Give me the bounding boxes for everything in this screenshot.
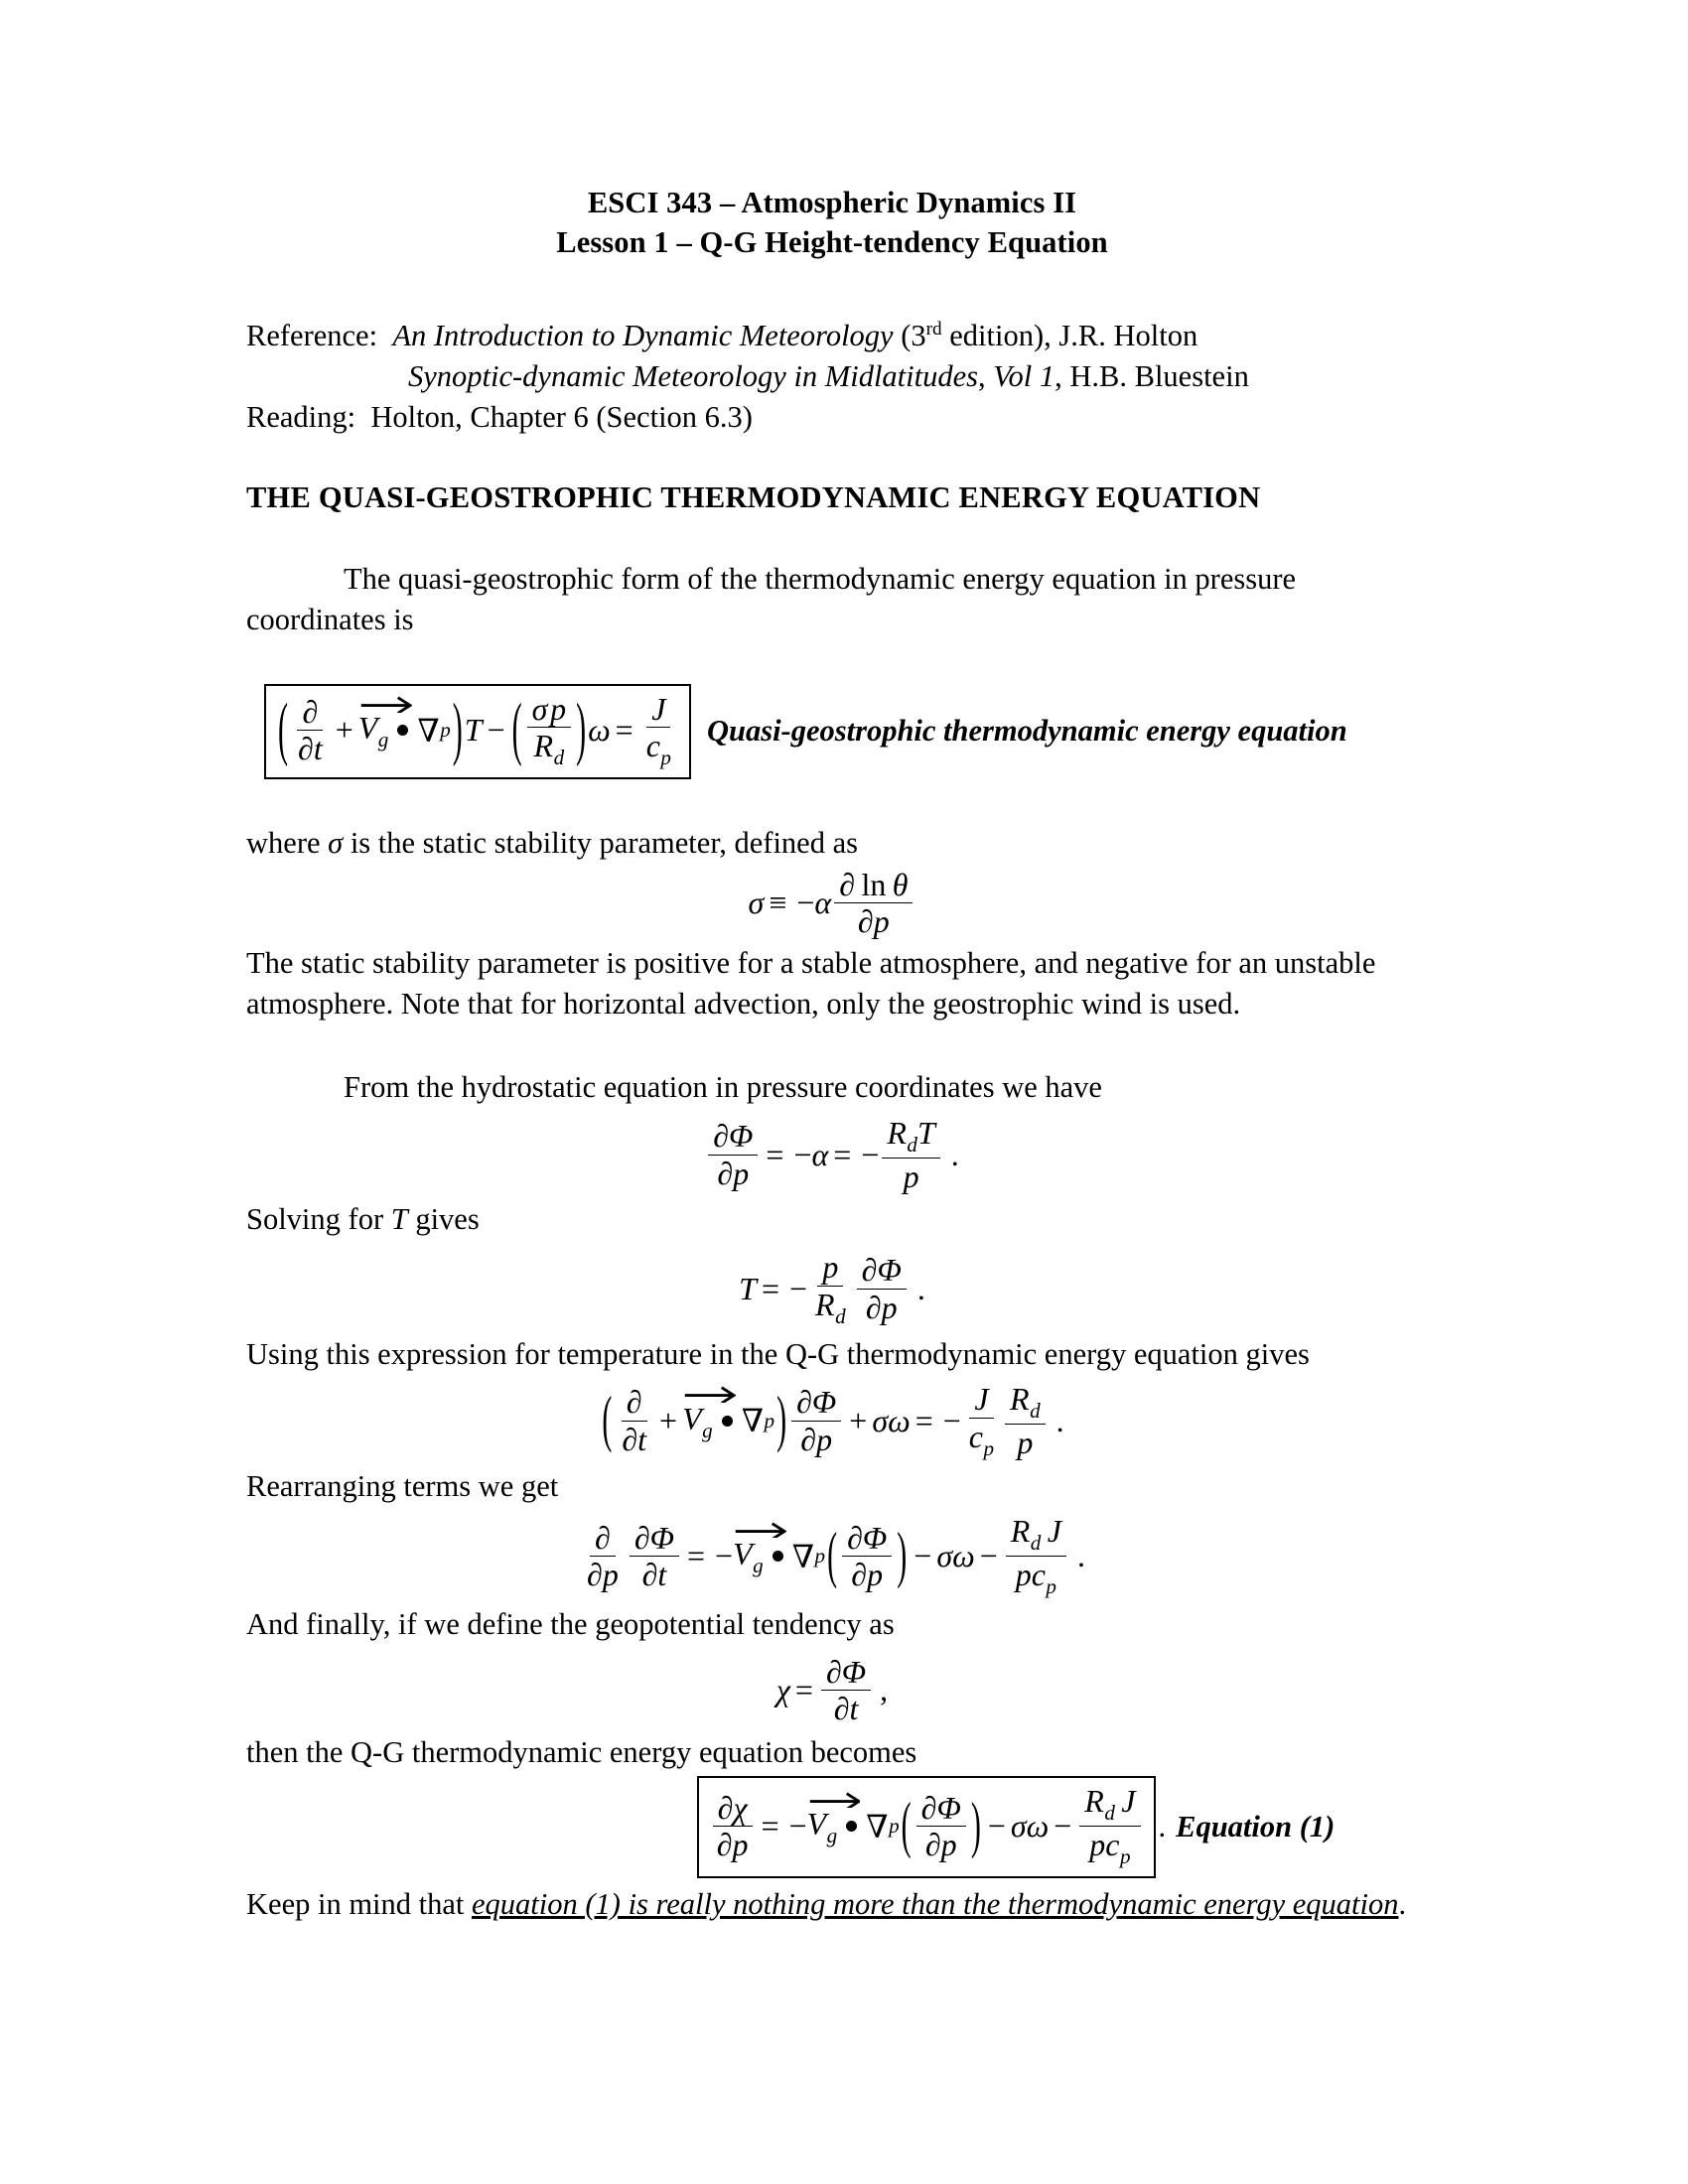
sigma-intro-post: is the static stability parameter, defined as <box>343 826 858 861</box>
boxed-equation-2 <box>697 1776 1156 1878</box>
solve-T-symbol: T <box>390 1202 408 1237</box>
equation-hydrostatic: $\frac{\partial\Phi}{\partial p}$ = − α = − $\frac{R_dT}{p}$ . <box>705 1116 959 1193</box>
boxed-equation-2-row <box>614 1776 1418 1878</box>
reading-label: Reading: <box>246 399 356 434</box>
closing-post: . <box>1398 1887 1407 1922</box>
spacer <box>246 262 1418 316</box>
paragraph-becomes: then the Q-G thermodynamic energy equation becomes <box>246 1734 917 1769</box>
boxed-equation-2-label: Equation (1) <box>1176 1810 1336 1844</box>
equation-1-height-tendency: $\frac{\partial\chi}{\partial p}$ = − $V_g$ ∇ p ( $\frac{\partial\Phi}{\partial p}$ ) − σω − $\frac{R_d J}{pc_p}$ <box>709 1784 1144 1868</box>
paragraph-substitution: Using this expression for temperature in the Q-G thermodynamic energy equation gives <box>246 1336 1310 1371</box>
paragraph-intro: The quasi-geostrophic form of the thermodynamic energy equation in pressure coordinates is <box>246 562 1297 637</box>
reference-edition-ordinal: rd <box>925 319 942 341</box>
boxed-equation-1-label: Quasi-geostrophic thermodynamic energy equation <box>706 714 1347 749</box>
page-content <box>246 184 1418 1925</box>
paragraph-closing <box>246 1884 1418 1925</box>
equation-solve-T: T = − $\frac{p}{R_d}$ $\frac{\partial\Phi}{\partial p}$ . <box>739 1249 925 1328</box>
equation-sigma-definition-row <box>246 868 1418 939</box>
equation-substituted-row <box>246 1382 1418 1459</box>
equation-solve-T-row <box>246 1250 1418 1327</box>
paragraph-hydrostatic-intro: From the hydrostatic equation in pressure coordinates we have <box>344 1070 1102 1105</box>
spacer <box>246 437 1418 480</box>
reference-block <box>246 316 1418 437</box>
equation-qg-thermo: ( $\frac{\partial}{\partial t}$ + $V_g$ ∇ p ) T − ( $\frac{\text{σ p}}{R_d}$ ) ω = $\frac{J}{c_p}$ <box>278 690 671 770</box>
reference-edition-number: 3 <box>911 319 926 353</box>
spacer <box>246 640 1418 684</box>
equation-substituted: ( $\frac{\partial}{\partial t}$ + $V_g$ ∇ p ) $\frac{\partial\Phi}{\partial p}$ + σω = − $\frac{J}{c_p}$ $\frac{R_d}{p}$ . <box>602 1381 1064 1461</box>
equation-sigma-definition: σ ≡ − α $\frac{\text{∂ ln θ}}{\partial p}$ <box>749 868 916 939</box>
document-title <box>246 184 1418 262</box>
reference-line-2 <box>246 356 1418 397</box>
reference-book2-title: Synoptic-dynamic Meteorology in Midlatitudes <box>408 358 978 393</box>
boxed-equation-1-row <box>264 684 1418 779</box>
dot-product-icon <box>722 1416 733 1427</box>
dot-product-icon <box>773 1551 783 1562</box>
paragraph-rearranging: Rearranging terms we get <box>246 1468 559 1503</box>
spacer <box>246 1024 1418 1067</box>
spacer <box>246 515 1418 559</box>
paragraph-solve-T <box>246 1199 1418 1240</box>
reference-label: Reference: <box>246 319 378 353</box>
title-line-1: ESCI 343 – Atmospheric Dynamics II <box>587 186 1077 219</box>
equation-chi-definition: χ = $\frac{\partial\Phi}{\partial t}$ , <box>775 1653 889 1727</box>
reading-line <box>246 397 1418 438</box>
equation-hydrostatic-row <box>246 1116 1418 1193</box>
equation-chi-definition-row <box>246 1655 1418 1726</box>
sigma-intro-pre: where <box>246 826 329 861</box>
dot-product-icon <box>397 725 408 736</box>
equation-rearranged: $\frac{\partial}{\partial p}$ $\frac{\partial\Phi}{\partial t}$ = − $V_g$ ∇ p ( $\frac{\partial\Phi}{\partial p}$ ) − σω − $\frac{R_d J}{pc_p}$ . <box>587 1513 1085 1599</box>
sigma-symbol-inline: σ <box>328 826 344 861</box>
section-heading: THE QUASI-GEOSTROPHIC THERMODYNAMIC ENERGY EQUATION <box>246 480 1261 515</box>
spacer <box>246 779 1418 823</box>
closing-pre: Keep in mind that <box>246 1887 473 1922</box>
paragraph-static-stability: The static stability parameter is positive for a stable atmosphere, and negative for an unstable atmosphere. Note that for horizontal advection, only the geostrophic wind is used. <box>246 945 1376 1021</box>
solve-T-pre: Solving for <box>246 1202 391 1237</box>
solve-T-post: gives <box>407 1202 480 1237</box>
reference-book2-comma: , <box>978 358 994 393</box>
reference-paren-open: ( <box>893 319 912 353</box>
reference-book2-rest: , H.B. Bluestein <box>1055 358 1249 393</box>
paragraph-sigma-intro <box>246 823 1418 864</box>
reference-book2-volume: Vol 1 <box>993 358 1055 393</box>
reference-book1-title: An Introduction to Dynamic Meteorology <box>392 319 894 353</box>
boxed-equation-2-period: . <box>1158 1810 1167 1844</box>
reference-line-1 <box>246 316 1418 356</box>
paragraph-geopotential-tendency: And finally, if we define the geopotential tendency as <box>246 1606 895 1641</box>
closing-underlined-emphasis: equation (1) is really nothing more than the thermodynamic energy equation <box>472 1887 1399 1922</box>
reading-text: Holton, Chapter 6 (Section 6.3) <box>370 399 753 434</box>
boxed-equation-1 <box>264 684 691 779</box>
title-line-2: Lesson 1 – Q-G Height-tendency Equation <box>556 224 1108 259</box>
dot-product-icon <box>846 1821 857 1832</box>
equation-rearranged-row <box>246 1514 1418 1598</box>
reference-book1-rest: edition), J.R. Holton <box>941 319 1198 353</box>
